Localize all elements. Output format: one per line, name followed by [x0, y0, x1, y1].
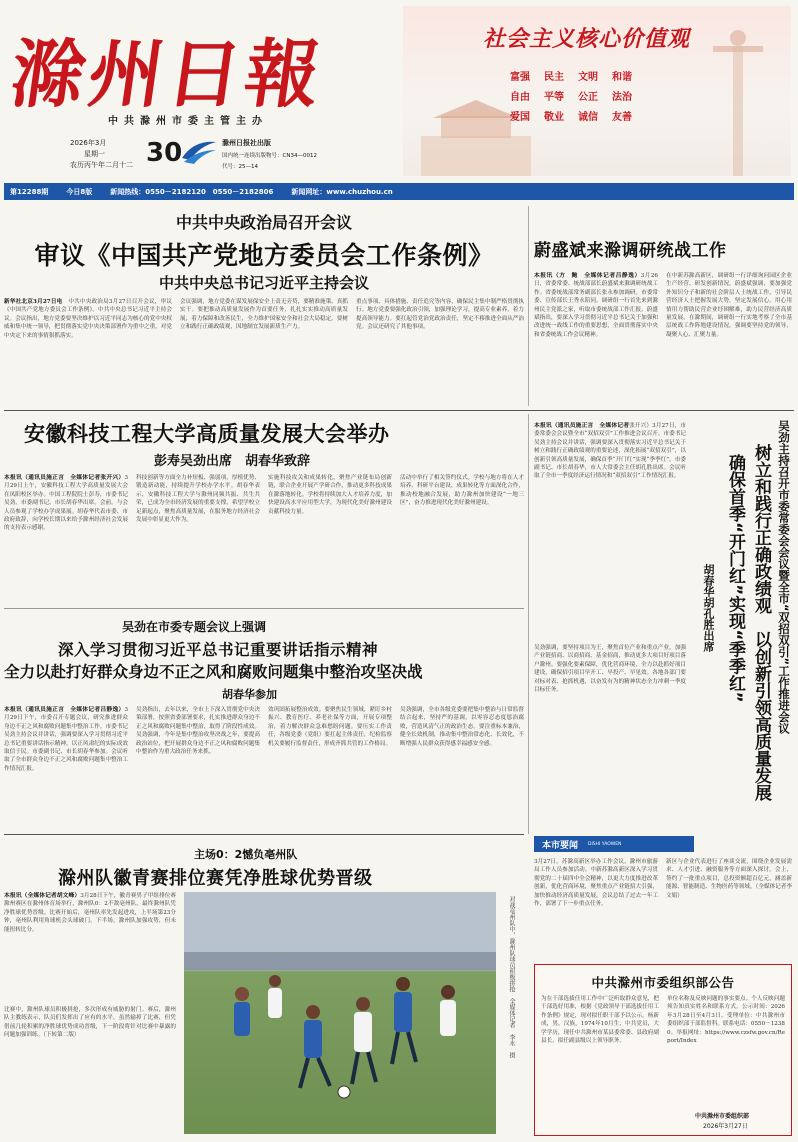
article-body-col1 — [4, 474, 128, 600]
article-text: 3月28日下午，徽青赛男子甲组排位赛滁州赛区在滁州体育场举行，滁州队0：2不敌亳州队，最终滁州队凭净胜球优势晋级。比赛开始后，亳州队率先发起进攻，上半场第23分钟，亳州队利用角球机会头球破门。下半场，滁州队加强攻势，但未能扭转比分。 — [4, 893, 176, 933]
value-word: 诚信 — [578, 112, 598, 123]
local-news-col2: 新区与企业代表进行了座谈交流，围绕企业发展需求、人才引进、融资服务等方面深入探讨。会上，签约了一批重点项目，总投资额超百亿元，涵盖新能源、智能制造、生物医药等领域。（全媒体记者李文娟） — [666, 859, 792, 899]
article-headline-line1: 吴劲主持召开市委常委会会议暨全市“双招双引”工作推进会议 — [777, 420, 791, 735]
date-line-lunar: 农历丙午年二月十二 — [70, 161, 133, 169]
article-headline-line2: 树立和践行正确政绩观 以创新引领高质量发展 — [751, 444, 771, 801]
article-university — [4, 414, 524, 604]
article-byline: 本报讯（通讯员施正言 全媒体记者 — [534, 423, 630, 429]
value-word: 平等 — [544, 92, 564, 103]
cn-number: 国内统一连续出版物号：CN34—0012 — [222, 153, 317, 159]
value-word: 友善 — [612, 112, 632, 123]
article-reporter: 吕静逸） — [615, 273, 641, 279]
section-title: 本市要闻 — [542, 840, 579, 851]
article-body-col2: 科技创新等方面全力补短板、强弱项，厚植优势、锻造新动能，持续提升学校办学水平。胡春华表示，安徽科技工程大学与滁州同频共振、共生共荣，已成为全市经济发展的重要支撑。希望学校立足新起点，聚焦高质量发展，在服务地方经济社会发展中彰显更大作为。 — [136, 475, 260, 524]
publisher-info — [222, 138, 382, 170]
section-title-pinyin: DISHI YAOWEN — [588, 841, 622, 847]
value-word: 法治 — [612, 92, 632, 103]
article-note: 胡春华胡孔胜出席 — [702, 564, 715, 652]
horizontal-divider — [4, 608, 524, 609]
article-byline: 本报讯（全媒体记者胡文峰） — [4, 893, 81, 899]
horizontal-divider — [4, 410, 794, 411]
masthead — [0, 0, 798, 183]
article-headline: 审议《中国共产党地方委员会工作条例》 — [34, 241, 494, 270]
huabiao-pillar-icon — [703, 16, 773, 176]
news-website[interactable]: 新闻网址：www.chuzhou.cn — [291, 187, 393, 196]
news-hotline: 新闻热线：0550－2182120 0550－2182806 — [110, 187, 274, 196]
article-body-col4: 活动中举行了相关签约仪式。学校与地方将在人才培养、科研平台建设、成果转化等方面深化合作，推动校地融合发展，助力滁州加快建设“一地三区”，奋力推进现代化美好滁州建设。 — [400, 475, 524, 507]
values-row — [503, 108, 653, 128]
article-body-col4: 吴劲强调，全市各级党委要把集中整治与日常监督结合起来，坚持严的基调，以零容忍态度惩治腐败，营造风清气正的政治生态。要注重标本兼治，健全长效机制，推动集中整治常态化、长效化，不断增强人民群众获得感幸福感安全感。 — [400, 707, 524, 747]
article-headline: 安徽科技工程大学高质量发展大会举办 — [24, 422, 390, 446]
postal-code: 代号：25—14 — [222, 164, 258, 170]
article-football — [4, 840, 524, 1138]
info-bar — [4, 183, 794, 200]
players-illustration-icon — [184, 892, 496, 1134]
article-body-col1 — [4, 892, 176, 1004]
column-divider — [528, 414, 529, 834]
notice-body-col2: 单位名称及反映问题的事实要点。个人反映问题须告知真实姓名和联系方式。公示时间：2026年3月28日至4月3日。受理单位：中共滁州市委组织部干部监督科。联系电话：0550－12380。举报网址：https://www.czsfw.gov.cn/Report/Index — [667, 996, 785, 1045]
article-dateline: 新华社北京3月27日电 — [4, 299, 63, 305]
date-block — [70, 138, 185, 176]
article-headline-line3: 确保首季“开门红”实现“季季红” — [725, 454, 745, 703]
article-kicker: 中共中央政治局召开会议 — [175, 213, 352, 232]
article-headline-line1: 深入学习贯彻习近平总书记重要讲话指示精神 — [58, 641, 379, 659]
article-text: 3月26日，省委常委、统战部部长蔚盛斌来滁调研统战工作。省委统战部常务副部长张永参加调研。市委常委、宣传部长王秀永陪同。调研组一行首先来到滁州民主党派之家，听取市委统战部工作汇报。蔚盛斌指出，要深入学习贯彻习近平总书记关于加强和改进统一战线工作的重要思想，全面贯彻落实中央和省委统战工作会议精神。 — [534, 273, 658, 338]
article-politburo — [4, 206, 524, 376]
article-text: 3月29日上午，安徽科技工程大学高质量发展大会在凤阳校区举办。中国工程院院士彭寿，市委书记吴劲，市委副书记、市长胡春华出席。会前，与会人员参观了学校办学成果展。胡春华代表市委、市政府致辞，向学校长期以来给予滁州经济社会发展的支持表示感谢。 — [4, 475, 128, 532]
article-body-col1 — [534, 422, 686, 640]
photo-caption: 对战亳州队中，滁州队球员积极拼抢 全媒体记者 李永 摄 — [508, 896, 515, 1058]
article-body-col2: 在中新苏滁高新区，调研组一行详细询问园区企业生产经营、研发创新情况。蔚盛斌强调，要加强党外知识分子和新的社会阶层人士统战工作，引导民营经济人士把握发展大势，坚定发展信心。用心用情用力帮助民营企业纾困解难，助力民营经济高质量发展。在滁期间，调研组一行实地考察了全市基层统战工作阵地建设情况，强调要坚持党的领导，凝聚人心、汇聚力量。 — [666, 273, 792, 338]
values-row — [503, 88, 653, 108]
article-investment-meeting — [534, 414, 792, 832]
publisher-name: 滁州日报社出版 — [222, 139, 271, 147]
article-text: 3月29日下午，市委召开专题会议，研究推进群众身边不正之风和腐败问题集中整治工作。市委书记吴劲主持会议并讲话，强调要深入学习贯彻习近平总书记重要讲话指示精神，以正风肃纪的实际成效取信于民。市委副书记、市长胡春华参加。会议听取了全市群众身边不正之风和腐败问题集中整治工作情况汇报。 — [4, 707, 128, 772]
issue-number: 第12288期 — [10, 187, 49, 196]
article-body-col2: 吴劲指出，去年以来，全市上下深入贯彻党中央决策部署，按照省委部署要求，扎实推进群众身边不正之风和腐败问题集中整治，取得了阶段性成效。吴劲强调，今年是集中整治攻坚决战之年，要提高政治站位，把开展群众身边不正之风和腐败问题集中整治作为重大政治任务来抓。 — [136, 707, 260, 756]
value-word: 富强 — [510, 72, 530, 83]
value-word: 爱国 — [510, 112, 530, 123]
value-word: 和谐 — [612, 72, 632, 83]
article-body-col2: 吴劲强调，要坚持项目为王，聚焦首位产业和重点产业，加强产业链招商、以商招商、基金招商，推动更多大项目好项目落户滁州。要强化要素保障，优化营商环境，全力以赴抓好项目建设，确保招引项目早开工、早投产、早见效。各地各部门要对标对表、抢抓机遇，以奋发有为的精神状态全力冲刺一季度目标任务。 — [534, 645, 686, 694]
date-line-weekday: 星期一 — [84, 150, 105, 158]
article-kicker: 吴劲在市委专题会议上强调 — [122, 620, 267, 634]
article-byline: 本报讯（通讯员施正言 全媒体记者吕静逸） — [4, 707, 125, 713]
notice-signoff: 中共滁州市委组织部 — [695, 1113, 750, 1120]
banner-title: 社会主义核心价值观 — [483, 26, 691, 52]
horizontal-divider — [4, 834, 524, 835]
article-body-col3: 效巩固拓展整治成效。要聚焦民生领域，紧盯乡村振兴、教育医疗、养老社保等方面，开展专项整治，着力解决群众急难愁盼问题。要压实工作责任，各级党委（党组）要扛起主体责任，纪检监察机关要履行监督责任，形成齐抓共管的工作格局。 — [268, 707, 392, 747]
notice-date: 2026年3月27日 — [703, 1123, 748, 1130]
value-word: 公正 — [578, 92, 598, 103]
article-headline-line2: 全力以赴打好群众身边不正之风和腐败问题集中整治攻坚决战 — [4, 663, 423, 681]
football-match-photo — [184, 892, 496, 1134]
date-day: 30 — [146, 138, 183, 168]
core-values-banner — [403, 6, 791, 176]
article-subhead: 中共中央总书记习近平主持会议 — [158, 274, 369, 292]
article-kicker: 主场0：2憾负亳州队 — [194, 848, 298, 861]
article-body-col3: 重点事项、具体措施、责任追究等内容，确保民主集中制严格贯彻执行。地方党委要强化政治引领，加强理论学习，提高专业素养，着力提高领导能力。要扛起管党治党政治责任，坚定不移推进全面从严治党。会议还研究了其他事项。 — [356, 299, 524, 331]
article-text: 张开兴）3月27日，市委常委会会议暨全市“双招双引”工作推进会议召开。市委书记吴劲主持会议并讲话，强调要深入贯彻落实习近平总书记关于树立和践行正确政绩观的重要论述，深化拓展“双招双引”，以创新引领高质量发展，确保首季“开门红”实现“季季红”。市委副书记、市长胡春华，市人大常委会主任胡孔胜出席。会议听取了全市一季度经济运行情况和“双招双引”工作情况汇报。 — [534, 423, 686, 480]
section-header-local-news — [534, 836, 694, 852]
article-note: 胡春华参加 — [222, 688, 277, 701]
article-rectification — [4, 614, 524, 830]
value-word: 敬业 — [544, 112, 564, 123]
article-headline: 滁州队徽青赛排位赛凭净胜球优势晋级 — [58, 868, 373, 889]
newspaper-logo: 滁州日報 — [5, 32, 330, 118]
article-body-col1 — [4, 706, 128, 828]
values-row — [503, 68, 653, 88]
core-values-grid — [503, 68, 653, 128]
article-headline: 蔚盛斌来滁调研统战工作 — [534, 241, 727, 261]
article-body-col1 — [534, 272, 658, 406]
column-divider — [528, 206, 529, 406]
article-united-front — [534, 206, 792, 406]
publisher-emblem-icon — [180, 136, 218, 166]
masthead-subtitle: 中共滁州市委主管主办 — [108, 116, 268, 127]
value-word: 文明 — [578, 72, 598, 83]
article-byline: 本报讯（方 鲍 全媒体记者 — [534, 273, 616, 279]
article-body-col1 — [4, 298, 172, 372]
article-text: 中共中央政治局3月27日召开会议，审议《中国共产党地方委员会工作条例》。中共中央总书记习近平主持会议。会议指出，地方党委要坚决维护以习近平同志为核心的党中央权威和集中统一领导，把贯彻落实党中央决策部署作为重中之重，对党中央定下来的事情狠抓落实。 — [4, 299, 172, 339]
organization-notice — [534, 964, 792, 1136]
value-word: 自由 — [510, 92, 530, 103]
value-word: 民主 — [544, 72, 564, 83]
article-byline: 本报讯（通讯员施正言 全媒体记者张开兴） — [4, 475, 125, 481]
notice-title: 中共滁州市委组织部公告 — [591, 975, 735, 990]
notice-body-col1: 为在干部选拔任用工作中广泛听取群众意见，把干部选好用准，根据《党政领导干部选拔任用工作条例》规定，现对拟任职干部予以公示。杨新成，男，汉族，1974年10月生，中共党员，大学学历，现任中共滁州市某县委常委、县政府副县长，拟任副县级以上领导职务。 — [541, 996, 659, 1045]
article-subhead: 彭寿吴劲出席 胡春华致辞 — [154, 454, 311, 469]
article-body-col3: 实施科技攻关和成果转化，聚焦产业链布局创新链，联合企业开展产学研合作，推动更多科技成果在滁落地转化。学校将持续加大人才培养力度，加快建设高水平应用型大学，为现代化美好滁州建设贡献科技力量。 — [268, 475, 392, 515]
local-news-col1: 3月27日，苏滁高新区举办工作会议，滁州市旅游局工作人员参加活动。中新苏滁高新区深入学习贯彻党的二十届四中全会精神，以更大力度推进改革创新，优化营商环境，聚焦重点产业链招大引强，加快推动经济高质量发展。会议总结了过去一年工作，部署了下一步重点任务。 — [534, 859, 658, 908]
article-body-col2: 比赛中，滁州队球员积极拼抢，多次形成有威胁的射门。赛后，滁州队主教练表示，队员们发挥出了应有的水平，虽然输掉了比赛，但凭借前几轮积累的净胜球优势成功晋级，下一阶段将针对比赛中暴露的问题加强训练。（下转第二版） — [4, 1007, 176, 1039]
article-body-col2: 会议强调，地方党委在谋发展保安全上责无旁贷，要精准施策、真抓实干。要把推动高质量发展作为首要任务，扎扎实实推动高质量发展，着力保障和改善民生，全力维护国家安全和社会大局稳定。要树立和践行正确政绩观，因地制宜发展新质生产力。 — [180, 299, 348, 331]
page-count: 今日8版 — [66, 187, 93, 196]
date-line-year: 2026年3月 — [70, 139, 107, 147]
